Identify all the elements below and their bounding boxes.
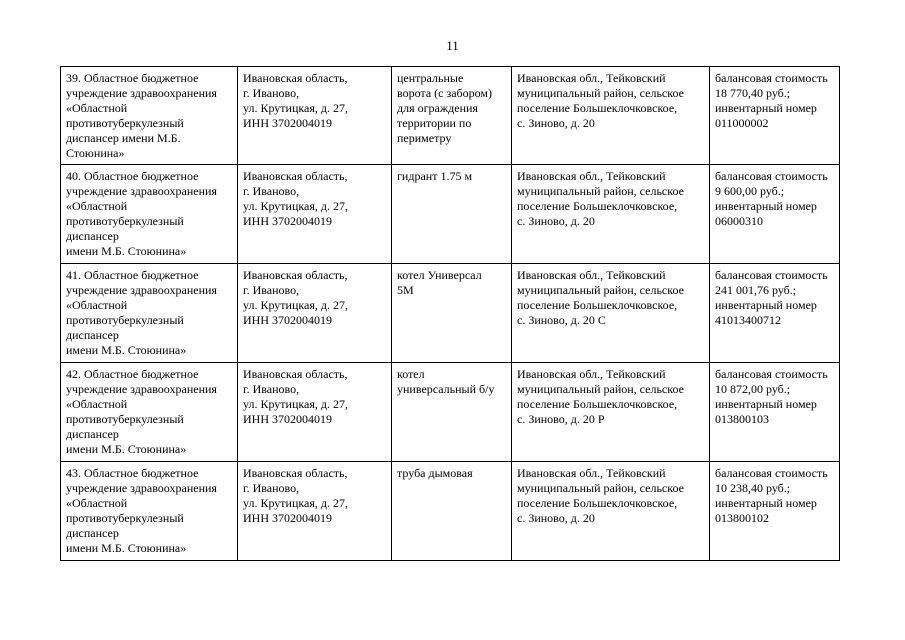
cell-text-line: инвентарный номер — [715, 397, 817, 411]
cell-text-line: ИНН 3702004019 — [243, 412, 332, 426]
cell-text-line: г. Иваново, — [243, 86, 300, 100]
cell-text-line: для ограждения — [397, 101, 478, 115]
cell-text-line: ул. Крутицкая, д. 27, — [243, 298, 348, 312]
cell-text-line: с. Зиново, д. 20 — [517, 214, 595, 228]
cell-text-line: г. Иваново, — [243, 382, 300, 396]
cell-text-line: ворота (с забором) — [397, 86, 492, 100]
cell-text-line: имени М.Б. Стоюнина» — [66, 541, 187, 555]
cell-text-line: 241 001,76 руб.; — [715, 283, 797, 297]
cell-text-line: Ивановская область, — [243, 268, 348, 282]
cell-text-line: поселение Большеклочковское, — [517, 101, 678, 115]
cell-text-line: универсальный б/у — [397, 382, 495, 396]
cell-text-line: ул. Крутицкая, д. 27, — [243, 199, 348, 213]
location-cell — [512, 264, 710, 363]
cell-text-line: 43. Областное бюджетное — [66, 466, 199, 480]
cell-text-line: учреждение здравоохранения — [66, 481, 217, 495]
cell-text-line: поселение Большеклочковское, — [517, 298, 678, 312]
cell-text-line: 41. Областное бюджетное — [66, 268, 199, 282]
table-row — [61, 462, 840, 561]
object-cell — [392, 462, 512, 561]
cell-text-line: 06000310 — [715, 214, 763, 228]
cell-text-line: инвентарный номер — [715, 101, 817, 115]
cell-text-line: 41013400712 — [715, 313, 781, 327]
cell-text-line: «Областной — [66, 397, 128, 411]
table-row — [61, 67, 840, 165]
cell-text-line: Ивановская обл., Тейковский — [517, 466, 666, 480]
cell-text-line: поселение Большеклочковское, — [517, 199, 678, 213]
location-cell — [512, 165, 710, 264]
holder-cell — [61, 264, 238, 363]
cell-text-line: имени М.Б. Стоюнина» — [66, 244, 187, 258]
cell-text-line: труба дымовая — [397, 466, 473, 480]
cell-text-line: котел — [397, 367, 425, 381]
cell-text-line: центральные — [397, 71, 464, 85]
cell-text-line: Ивановская обл., Тейковский — [517, 268, 666, 282]
cell-text-line: 013800103 — [715, 412, 769, 426]
cell-text-line: инвентарный номер — [715, 496, 817, 510]
cell-text-line: учреждение здравоохранения — [66, 283, 217, 297]
cell-text-line: Ивановская обл., Тейковский — [517, 169, 666, 183]
cell-text-line: инвентарный номер — [715, 199, 817, 213]
characteristics-cell — [710, 165, 840, 264]
cell-text-line: «Областной — [66, 496, 128, 510]
cell-text-line: имени М.Б. Стоюнина» — [66, 442, 187, 456]
cell-text-line: «Областной — [66, 101, 128, 115]
cell-text-line: 10 872,00 руб.; — [715, 382, 791, 396]
cell-text-line: учреждение здравоохранения — [66, 86, 217, 100]
cell-text-line: Стоюнина» — [66, 146, 125, 160]
cell-text-line: муниципальный район, сельское — [517, 382, 684, 396]
cell-text-line: имени М.Б. Стоюнина» — [66, 343, 187, 357]
location-cell — [512, 462, 710, 561]
table-row — [61, 165, 840, 264]
cell-text-line: с. Зиново, д. 20 — [517, 116, 595, 130]
property-table — [60, 66, 840, 561]
cell-text-line: с. Зиново, д. 20 С — [517, 313, 606, 327]
cell-text-line: Ивановская область, — [243, 466, 348, 480]
object-cell — [392, 165, 512, 264]
holder-cell — [61, 363, 238, 462]
cell-text-line: противотуберкулезный — [66, 511, 184, 525]
object-cell — [392, 67, 512, 165]
cell-text-line: 39. Областное бюджетное — [66, 71, 199, 85]
cell-text-line: балансовая стоимость — [715, 367, 828, 381]
table-row — [61, 363, 840, 462]
cell-text-line: котел Универсал — [397, 268, 482, 282]
cell-text-line: диспансер — [66, 229, 119, 243]
object-cell — [392, 264, 512, 363]
cell-text-line: муниципальный район, сельское — [517, 283, 684, 297]
property-table-body — [61, 67, 840, 561]
cell-text-line: г. Иваново, — [243, 283, 300, 297]
cell-text-line: г. Иваново, — [243, 184, 300, 198]
cell-text-line: периметру — [397, 131, 452, 145]
cell-text-line: Ивановская область, — [243, 169, 348, 183]
cell-text-line: 013800102 — [715, 511, 769, 525]
cell-text-line: с. Зиново, д. 20 — [517, 511, 595, 525]
characteristics-cell — [710, 67, 840, 165]
cell-text-line: Ивановская обл., Тейковский — [517, 367, 666, 381]
holder-cell — [61, 462, 238, 561]
cell-text-line: 42. Областное бюджетное — [66, 367, 199, 381]
characteristics-cell — [710, 462, 840, 561]
location-cell — [512, 363, 710, 462]
cell-text-line: противотуберкулезный — [66, 412, 184, 426]
cell-text-line: противотуберкулезный — [66, 313, 184, 327]
cell-text-line: 40. Областное бюджетное — [66, 169, 199, 183]
cell-text-line: учреждение здравоохранения — [66, 382, 217, 396]
cell-text-line: ул. Крутицкая, д. 27, — [243, 101, 348, 115]
cell-text-line: противотуберкулезный — [66, 214, 184, 228]
cell-text-line: с. Зиново, д. 20 Р — [517, 412, 605, 426]
cell-text-line: балансовая стоимость — [715, 169, 828, 183]
holder-cell — [61, 67, 238, 165]
holder-address-cell — [238, 462, 392, 561]
cell-text-line: балансовая стоимость — [715, 268, 828, 282]
cell-text-line: диспансер имени М.Б. — [66, 131, 181, 145]
cell-text-line: Ивановская область, — [243, 367, 348, 381]
cell-text-line: диспансер — [66, 427, 119, 441]
cell-text-line: 5М — [397, 283, 414, 297]
cell-text-line: муниципальный район, сельское — [517, 481, 684, 495]
cell-text-line: балансовая стоимость — [715, 71, 828, 85]
cell-text-line: г. Иваново, — [243, 481, 300, 495]
cell-text-line: 011000002 — [715, 116, 769, 130]
cell-text-line: инвентарный номер — [715, 298, 817, 312]
object-cell — [392, 363, 512, 462]
cell-text-line: ИНН 3702004019 — [243, 116, 332, 130]
cell-text-line: ИНН 3702004019 — [243, 214, 332, 228]
cell-text-line: гидрант 1.75 м — [397, 169, 473, 183]
holder-address-cell — [238, 264, 392, 363]
cell-text-line: противотуберкулезный — [66, 116, 184, 130]
cell-text-line: 10 238,40 руб.; — [715, 481, 791, 495]
holder-address-cell — [238, 67, 392, 165]
cell-text-line: диспансер — [66, 526, 119, 540]
holder-address-cell — [238, 363, 392, 462]
cell-text-line: ул. Крутицкая, д. 27, — [243, 496, 348, 510]
location-cell — [512, 67, 710, 165]
cell-text-line: ул. Крутицкая, д. 27, — [243, 397, 348, 411]
table-row — [61, 264, 840, 363]
cell-text-line: муниципальный район, сельское — [517, 86, 684, 100]
cell-text-line: Ивановская обл., Тейковский — [517, 71, 666, 85]
cell-text-line: 18 770,40 руб.; — [715, 86, 791, 100]
cell-text-line: поселение Большеклочковское, — [517, 496, 678, 510]
cell-text-line: диспансер — [66, 328, 119, 342]
characteristics-cell — [710, 363, 840, 462]
page-number: 11 — [446, 38, 459, 53]
cell-text-line: учреждение здравоохранения — [66, 184, 217, 198]
holder-cell — [61, 165, 238, 264]
cell-text-line: муниципальный район, сельское — [517, 184, 684, 198]
cell-text-line: ИНН 3702004019 — [243, 313, 332, 327]
cell-text-line: «Областной — [66, 298, 128, 312]
cell-text-line: ИНН 3702004019 — [243, 511, 332, 525]
cell-text-line: балансовая стоимость — [715, 466, 828, 480]
cell-text-line: «Областной — [66, 199, 128, 213]
cell-text-line: поселение Большеклочковское, — [517, 397, 678, 411]
holder-address-cell — [238, 165, 392, 264]
cell-text-line: территории по — [397, 116, 472, 130]
cell-text-line: Ивановская область, — [243, 71, 348, 85]
characteristics-cell — [710, 264, 840, 363]
cell-text-line: 9 600,00 руб.; — [715, 184, 785, 198]
